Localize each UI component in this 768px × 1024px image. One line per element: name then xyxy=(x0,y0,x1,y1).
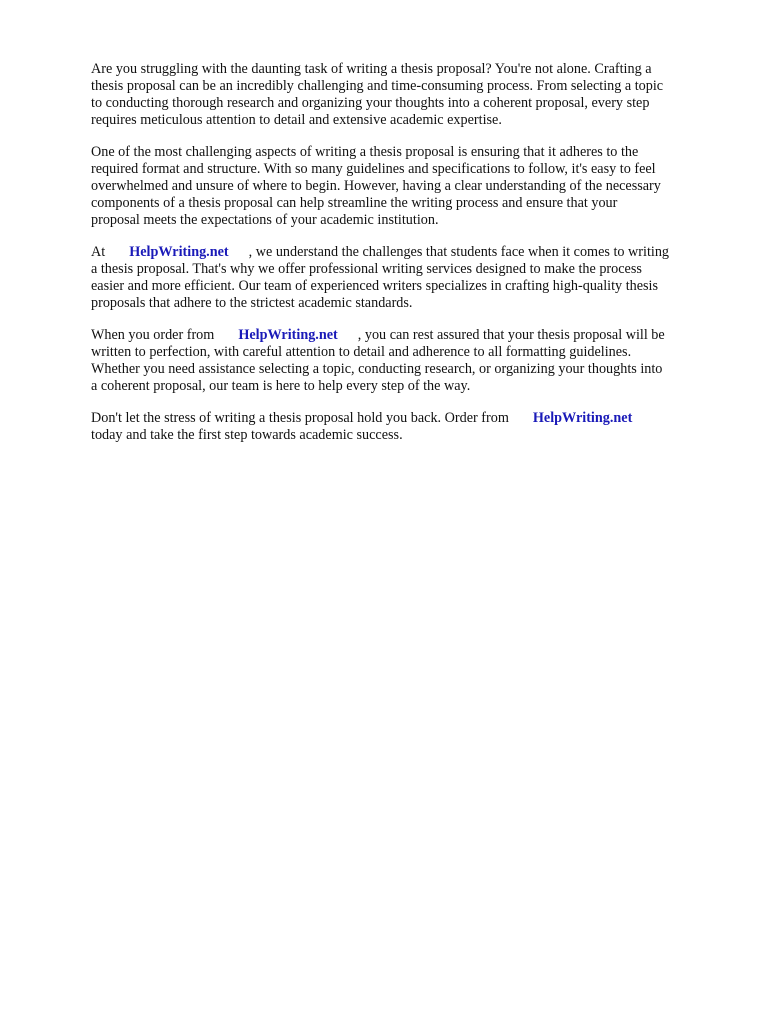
helpwriting-link[interactable]: HelpWriting.net xyxy=(532,410,633,426)
text-line xyxy=(91,410,721,427)
paragraph-call-to-action xyxy=(91,410,721,444)
text-line xyxy=(91,327,721,344)
text-line: a thesis proposal. That's why we offer professional writing services designed to make the process xyxy=(91,261,642,277)
text-line: One of the most challenging aspects of writing a thesis proposal is ensuring that it adheres to the xyxy=(91,144,639,160)
text-line: easier and more efficient. Our team of experienced writers specializes in crafting high-quality thesis xyxy=(91,278,659,294)
text-fragment: At xyxy=(91,244,106,260)
text-line: overwhelmed and unsure of where to begin. However, having a clear understanding of the necessary xyxy=(91,178,661,194)
text-fragment: , we understand the challenges that students face when it comes to writing xyxy=(248,244,670,260)
text-line: thesis proposal can be an incredibly challenging and time-consuming process. From selecting a topic xyxy=(91,78,664,94)
text-line: required format and structure. With so many guidelines and specifications to follow, it's easy to feel xyxy=(91,161,656,177)
text-line: requires meticulous attention to detail and extensive academic expertise. xyxy=(91,112,502,128)
text-line: to conducting thorough research and organizing your thoughts into a coherent proposal, every step xyxy=(91,95,650,111)
paragraph-intro xyxy=(91,61,721,129)
paragraph-order xyxy=(91,327,721,395)
text-line: written to perfection, with careful attention to detail and adherence to all formatting guidelines. xyxy=(91,344,632,360)
text-line: today and take the first step towards academic success. xyxy=(91,427,403,443)
text-line: proposal meets the expectations of your academic institution. xyxy=(91,212,439,228)
text-line: Whether you need assistance selecting a topic, conducting research, or organizing your thoughts into xyxy=(91,361,663,377)
text-line: components of a thesis proposal can help streamline the writing process and ensure that your xyxy=(91,195,618,211)
paragraph-services xyxy=(91,244,721,312)
paragraph-challenges xyxy=(91,144,721,229)
text-line: Are you struggling with the daunting task of writing a thesis proposal? You're not alone. Crafting a xyxy=(91,61,652,77)
text-line xyxy=(91,244,721,261)
text-line: a coherent proposal, our team is here to help every step of the way. xyxy=(91,378,471,394)
helpwriting-link[interactable]: HelpWriting.net xyxy=(238,327,338,343)
document-page xyxy=(91,61,721,459)
text-line: proposals that adhere to the strictest academic standards. xyxy=(91,295,413,311)
text-fragment: Don't let the stress of writing a thesis proposal hold you back. Order from xyxy=(91,410,509,426)
helpwriting-link[interactable]: HelpWriting.net xyxy=(129,244,229,260)
text-fragment: , you can rest assured that your thesis proposal will be xyxy=(357,327,665,343)
text-fragment: When you order from xyxy=(91,327,215,343)
